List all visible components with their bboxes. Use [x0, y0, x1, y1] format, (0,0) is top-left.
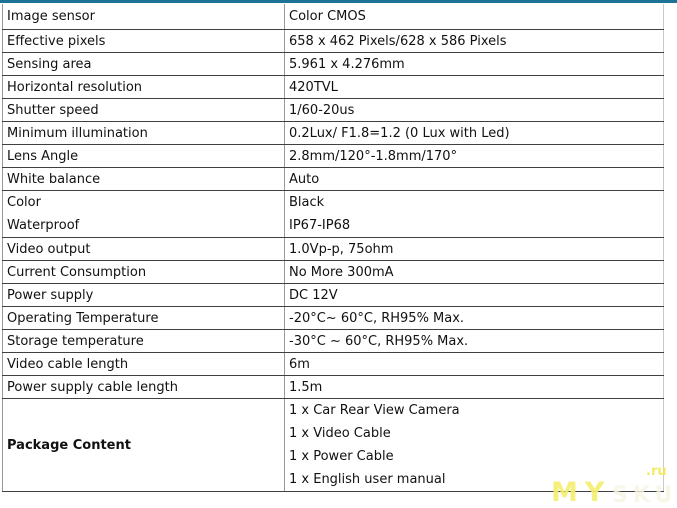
spec-row-power-supply: [3, 284, 664, 307]
spec-row-image-sensor: [3, 4, 664, 30]
spec-label-storage-temperature: Storage temperature: [3, 330, 285, 353]
spec-label-current-consumption: Current Consumption: [3, 261, 285, 284]
spec-label-sensing-area: Sensing area: [3, 53, 285, 76]
spec-row-storage-temperature: [3, 330, 664, 353]
spec-row-lens-angle: [3, 145, 664, 168]
spec-row-video-output: [3, 238, 664, 261]
package-item-power-cable: 1 x Power Cable: [289, 449, 394, 464]
spec-label-effective-pixels: Effective pixels: [3, 30, 285, 53]
spec-value-package-content: [285, 399, 664, 492]
spec-row-sensing-area: [3, 53, 664, 76]
spec-label-waterproof: Waterproof: [7, 218, 80, 233]
watermark-text-ru: .ru: [646, 464, 667, 479]
spec-label-operating-temperature: Operating Temperature: [3, 307, 285, 330]
spec-label-power-supply-cable-length: Power supply cable length: [3, 376, 285, 399]
package-content-heading: Package Content: [7, 437, 131, 453]
spec-label-color-waterproof: [3, 191, 285, 238]
spec-value-operating-temperature: -20°C~ 60°C, RH95% Max.: [285, 307, 664, 330]
spec-value-waterproof: IP67-IP68: [289, 218, 351, 233]
spec-value-minimum-illumination: 0.2Lux/ F1.8=1.2 (0 Lux with Led): [285, 122, 664, 145]
spec-label-minimum-illumination: Minimum illumination: [3, 122, 285, 145]
spec-value-power-supply: DC 12V: [285, 284, 664, 307]
watermark-text-sku: SKU: [612, 483, 677, 508]
spec-label-color: Color: [7, 195, 41, 210]
package-item-manual: 1 x English user manual: [289, 472, 446, 487]
spec-value-video-cable-length: 6m: [285, 353, 664, 376]
spec-label-image-sensor: Image sensor: [3, 4, 285, 30]
spec-row-current-consumption: [3, 261, 664, 284]
spec-label-lens-angle: Lens Angle: [3, 145, 285, 168]
spec-value-video-output: 1.0Vp-p, 75ohm: [285, 238, 664, 261]
spec-label-shutter-speed: Shutter speed: [3, 99, 285, 122]
spec-row-white-balance: [3, 168, 664, 191]
specification-table: [2, 4, 664, 492]
spec-value-color: Black: [289, 195, 325, 210]
spec-label-white-balance: White balance: [3, 168, 285, 191]
spec-label-video-cable-length: Video cable length: [3, 353, 285, 376]
page-top-accent-bar: [0, 0, 677, 3]
spec-label-package-content: [3, 399, 285, 492]
package-item-video-cable: 1 x Video Cable: [289, 426, 391, 441]
spec-row-shutter-speed: [3, 99, 664, 122]
spec-row-horizontal-resolution: [3, 76, 664, 99]
spec-value-image-sensor: Color CMOS: [285, 4, 664, 30]
spec-label-horizontal-resolution: Horizontal resolution: [3, 76, 285, 99]
spec-value-effective-pixels: 658 x 462 Pixels/628 x 586 Pixels: [285, 30, 664, 53]
spec-value-storage-temperature: -30°C ~ 60°C, RH95% Max.: [285, 330, 664, 353]
spec-row-power-supply-cable-length: [3, 376, 664, 399]
spec-row-minimum-illumination: [3, 122, 664, 145]
spec-value-white-balance: Auto: [285, 168, 664, 191]
spec-row-operating-temperature: [3, 307, 664, 330]
spec-label-video-output: Video output: [3, 238, 285, 261]
spec-row-color-waterproof: [3, 191, 664, 238]
spec-row-package-content: [3, 399, 664, 492]
spec-value-lens-angle: 2.8mm/120°-1.8mm/170°: [285, 145, 664, 168]
watermark-text-my: MY: [551, 477, 612, 508]
package-item-camera: 1 x Car Rear View Camera: [289, 403, 460, 418]
spec-value-power-supply-cable-length: 1.5m: [285, 376, 664, 399]
spec-value-shutter-speed: 1/60-20us: [285, 99, 664, 122]
spec-value-color-waterproof: [285, 191, 664, 238]
spec-label-power-supply: Power supply: [3, 284, 285, 307]
spec-value-current-consumption: No More 300mA: [285, 261, 664, 284]
spec-row-video-cable-length: [3, 353, 664, 376]
spec-row-effective-pixels: [3, 30, 664, 53]
spec-value-horizontal-resolution: 420TVL: [285, 76, 664, 99]
spec-value-sensing-area: 5.961 x 4.276mm: [285, 53, 664, 76]
